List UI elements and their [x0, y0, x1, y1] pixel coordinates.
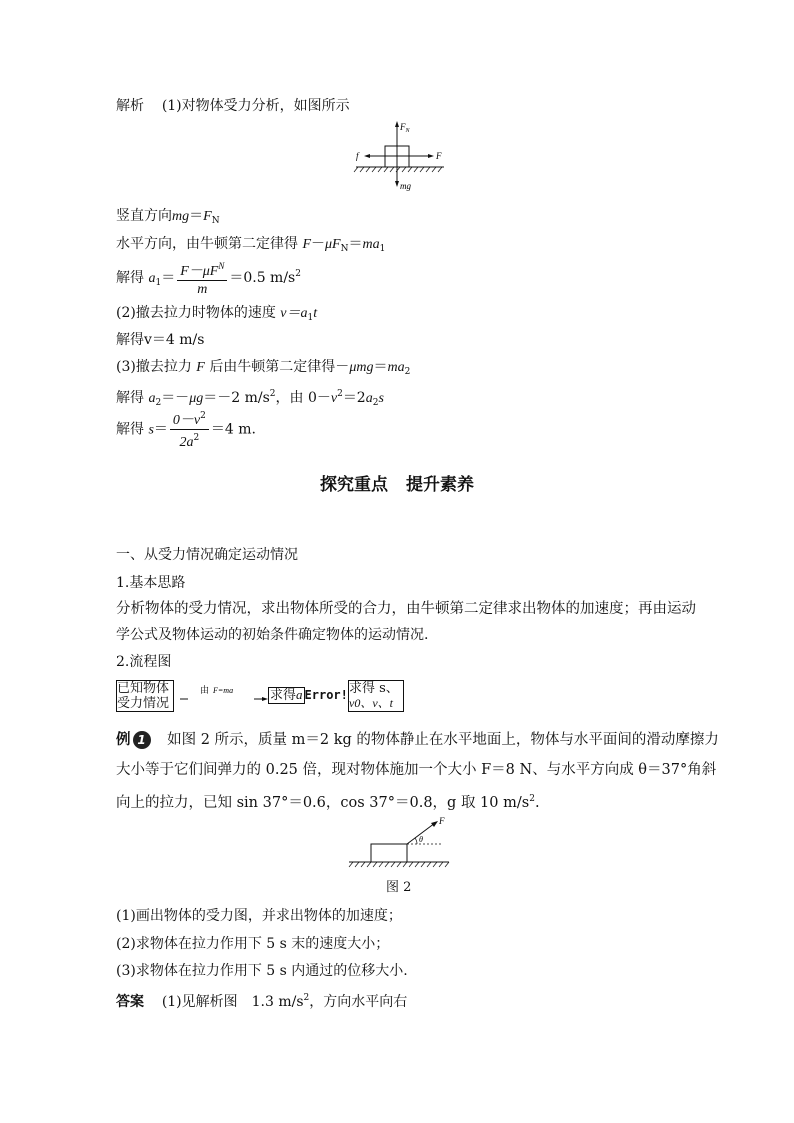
section1-para1-line1: 分析物体的受力情况，求出物体所受的合力，由牛顿第二定律求出物体的加速度；再由运动 — [116, 601, 696, 617]
fig2-theta-label: θ — [419, 835, 423, 844]
a2-a: a — [148, 391, 156, 406]
vertical-rhs-sub: N — [211, 216, 220, 226]
fig2-f-label: F — [439, 816, 445, 826]
example-line-3 — [116, 789, 540, 813]
flow-box2-frame — [268, 687, 305, 704]
flow-box3-line2: v0、v、t — [349, 696, 393, 710]
heading-left: 探究重点 — [320, 475, 388, 495]
f-left-label: f — [356, 151, 359, 161]
flow-error-text: Error! — [304, 688, 348, 702]
analysis-part1: (1)对物体受力分析，如图所示 — [161, 98, 350, 114]
s-num-sup: 2 — [200, 411, 206, 421]
example-text-3-sup: 2 — [529, 794, 535, 804]
vertical-line: 竖直方向$mg=F_N$ — [116, 208, 220, 226]
fig2-hatch — [349, 862, 449, 867]
figure-2 — [345, 813, 455, 873]
analysis-line-1 — [116, 96, 350, 116]
s-fraction — [170, 408, 209, 451]
vertical-lhs: mg — [172, 209, 190, 224]
a1-sub: 1 — [155, 278, 162, 288]
s-symbol: s — [148, 422, 154, 438]
h-eq-eq: ＝ — [348, 236, 363, 252]
a2-sup: 2 — [269, 389, 276, 399]
a1-num-sup: N — [218, 261, 225, 271]
s-den: 2a — [179, 435, 194, 450]
example-number-badge: 1 — [133, 731, 151, 749]
question-1: (1)画出物体的受力图，并求出物体的加速度； — [116, 908, 402, 924]
fig2-block — [371, 844, 407, 862]
a1-fraction — [177, 258, 227, 298]
solve-label-2: 解得 — [116, 332, 144, 348]
flow-box2-text: 求得 — [270, 688, 297, 703]
svg-text:由F=ma: 由 F=ma — [200, 686, 234, 696]
answer-label: 答案 — [116, 994, 144, 1010]
fig2-caption: 图 2 — [386, 880, 412, 895]
part3-a: (3)撤去拉力 — [116, 359, 192, 375]
answer-line — [116, 988, 407, 1012]
h-eq-minus: － — [311, 236, 326, 252]
vertical-rhs: F — [203, 209, 212, 224]
s-eq: ＝ — [153, 421, 168, 438]
horizontal-text: 水平方向，由牛顿第二定律得 — [116, 236, 298, 252]
example-text-3-end: . — [534, 795, 540, 811]
solve-label: 解得 — [116, 270, 144, 286]
a1-den: m — [197, 282, 208, 297]
part3-f: F — [196, 360, 205, 375]
heading-right: 提升素养 — [406, 475, 474, 495]
h-eq-mu: μF — [325, 237, 341, 252]
answer-sup: 2 — [303, 993, 310, 1003]
section1-sub1: 1.基本思路 — [116, 575, 186, 591]
horizontal-line — [116, 234, 385, 259]
a1-eq: ＝ — [161, 270, 176, 286]
section1-title: 一、从受力情况确定运动情况 — [116, 547, 298, 563]
part2-line — [116, 303, 317, 328]
example-text-1: 如图 2 所示，质量 m＝2 kg 的物体静止在水平地面上，物体与水平面间的滑动摩擦力 — [167, 732, 719, 748]
solve-label-3: 解得 — [116, 390, 144, 406]
h-eq-ma: ma — [362, 237, 380, 252]
flow-box-acceleration — [268, 687, 354, 704]
a1-line — [116, 258, 301, 298]
question-3: (3)求物体在拉力作用下 5 s 内通过的位移大小. — [116, 963, 408, 979]
answer-end: ，方向水平向右 — [309, 994, 408, 1010]
flow-box3-line1: 求得 s、 — [349, 681, 399, 696]
a2-a2-sub: 2 — [372, 398, 379, 408]
a2-e: ＝2 — [342, 390, 366, 406]
v-result: v＝4 m/s — [144, 332, 205, 348]
a2-v: v — [330, 391, 338, 406]
a2-b: ＝－ — [161, 390, 190, 406]
example-line-1 — [116, 730, 719, 750]
mg-label: mg — [400, 181, 411, 191]
a2-c: ＝－2 m/s — [203, 390, 270, 406]
part3-line — [116, 357, 410, 382]
a1-result-sup: 2 — [295, 269, 301, 279]
fn-label: $F_N$ — [400, 122, 410, 134]
h-eq-f: F — [302, 237, 312, 252]
part2-text: (2)撤去拉力时物体的速度 — [116, 305, 276, 321]
section1-sub2: 2.流程图 — [116, 654, 172, 670]
s-den-sup: 2 — [193, 433, 200, 443]
question-2: (2)求物体在拉力作用下 5 s 末的速度大小； — [116, 936, 390, 952]
h-eq-sub-n: N — [340, 244, 349, 254]
solve-label-4: 解得 — [116, 421, 144, 438]
answer-text: (1)见解析图 1.3 m/s — [161, 994, 304, 1010]
free-body-diagram-1 — [350, 118, 450, 194]
part2-eq-t: t — [313, 306, 318, 321]
part2-eq: v＝a — [280, 306, 308, 321]
analysis-label: 解析 — [116, 98, 144, 114]
s-line — [116, 408, 256, 451]
f-right-label: F — [436, 151, 442, 161]
a2-d: ，由 0－ — [275, 390, 331, 406]
s-num: 0－v — [172, 413, 201, 428]
flow-box1-line2: 受力情况 — [117, 696, 170, 711]
section-heading — [0, 470, 794, 495]
ground-hatch — [354, 167, 442, 172]
a2-sub: 2 — [155, 398, 162, 408]
a1-symbol: a — [148, 271, 156, 286]
a1-num: F－μF — [180, 264, 219, 279]
flow-chart — [116, 680, 416, 716]
flow-box2-a: a — [296, 687, 303, 702]
part3-mu: μmg — [349, 360, 374, 375]
flow-box1-line1: 已知物体 — [117, 681, 170, 696]
part3-sub: 2 — [404, 367, 411, 377]
example-line-2: 大小等于它们间弹力的 0.25 倍，现对物体施加一个大小 F＝8 N、与水平方向成 θ＝37°角斜 — [116, 762, 717, 778]
a2-mug: μg — [189, 391, 204, 406]
example-text-3: 向上的拉力，已知 sin 37°＝0.6，cos 37°＝0.8，g 取 10 m/s — [116, 795, 530, 811]
s-result: ＝4 m. — [210, 421, 256, 438]
part3-ma: ma — [387, 360, 405, 375]
flow-box-known-forces — [116, 680, 174, 712]
part3-b: 后由牛顿第二定律得－ — [209, 359, 350, 375]
a1-result: ＝0.5 m/s — [229, 270, 296, 286]
a2-v-sup: 2 — [337, 389, 343, 399]
a2-a2: a — [365, 391, 373, 406]
part3-eq: ＝ — [373, 359, 388, 375]
v-result-line — [116, 330, 204, 350]
flow-arrow-1 — [178, 684, 270, 706]
fig2-angle-arc — [415, 838, 417, 844]
vertical-prefix: 竖直方向 — [116, 208, 172, 224]
flow-box-result — [348, 680, 404, 712]
part2-eq-sub: 1 — [307, 313, 314, 323]
section1-para1-line2: 学公式及物体运动的初始条件确定物体的运动情况. — [116, 627, 429, 643]
a2-s: s — [378, 391, 384, 406]
h-eq-sub-1: 1 — [379, 244, 386, 254]
example-label: 例 — [116, 732, 131, 748]
